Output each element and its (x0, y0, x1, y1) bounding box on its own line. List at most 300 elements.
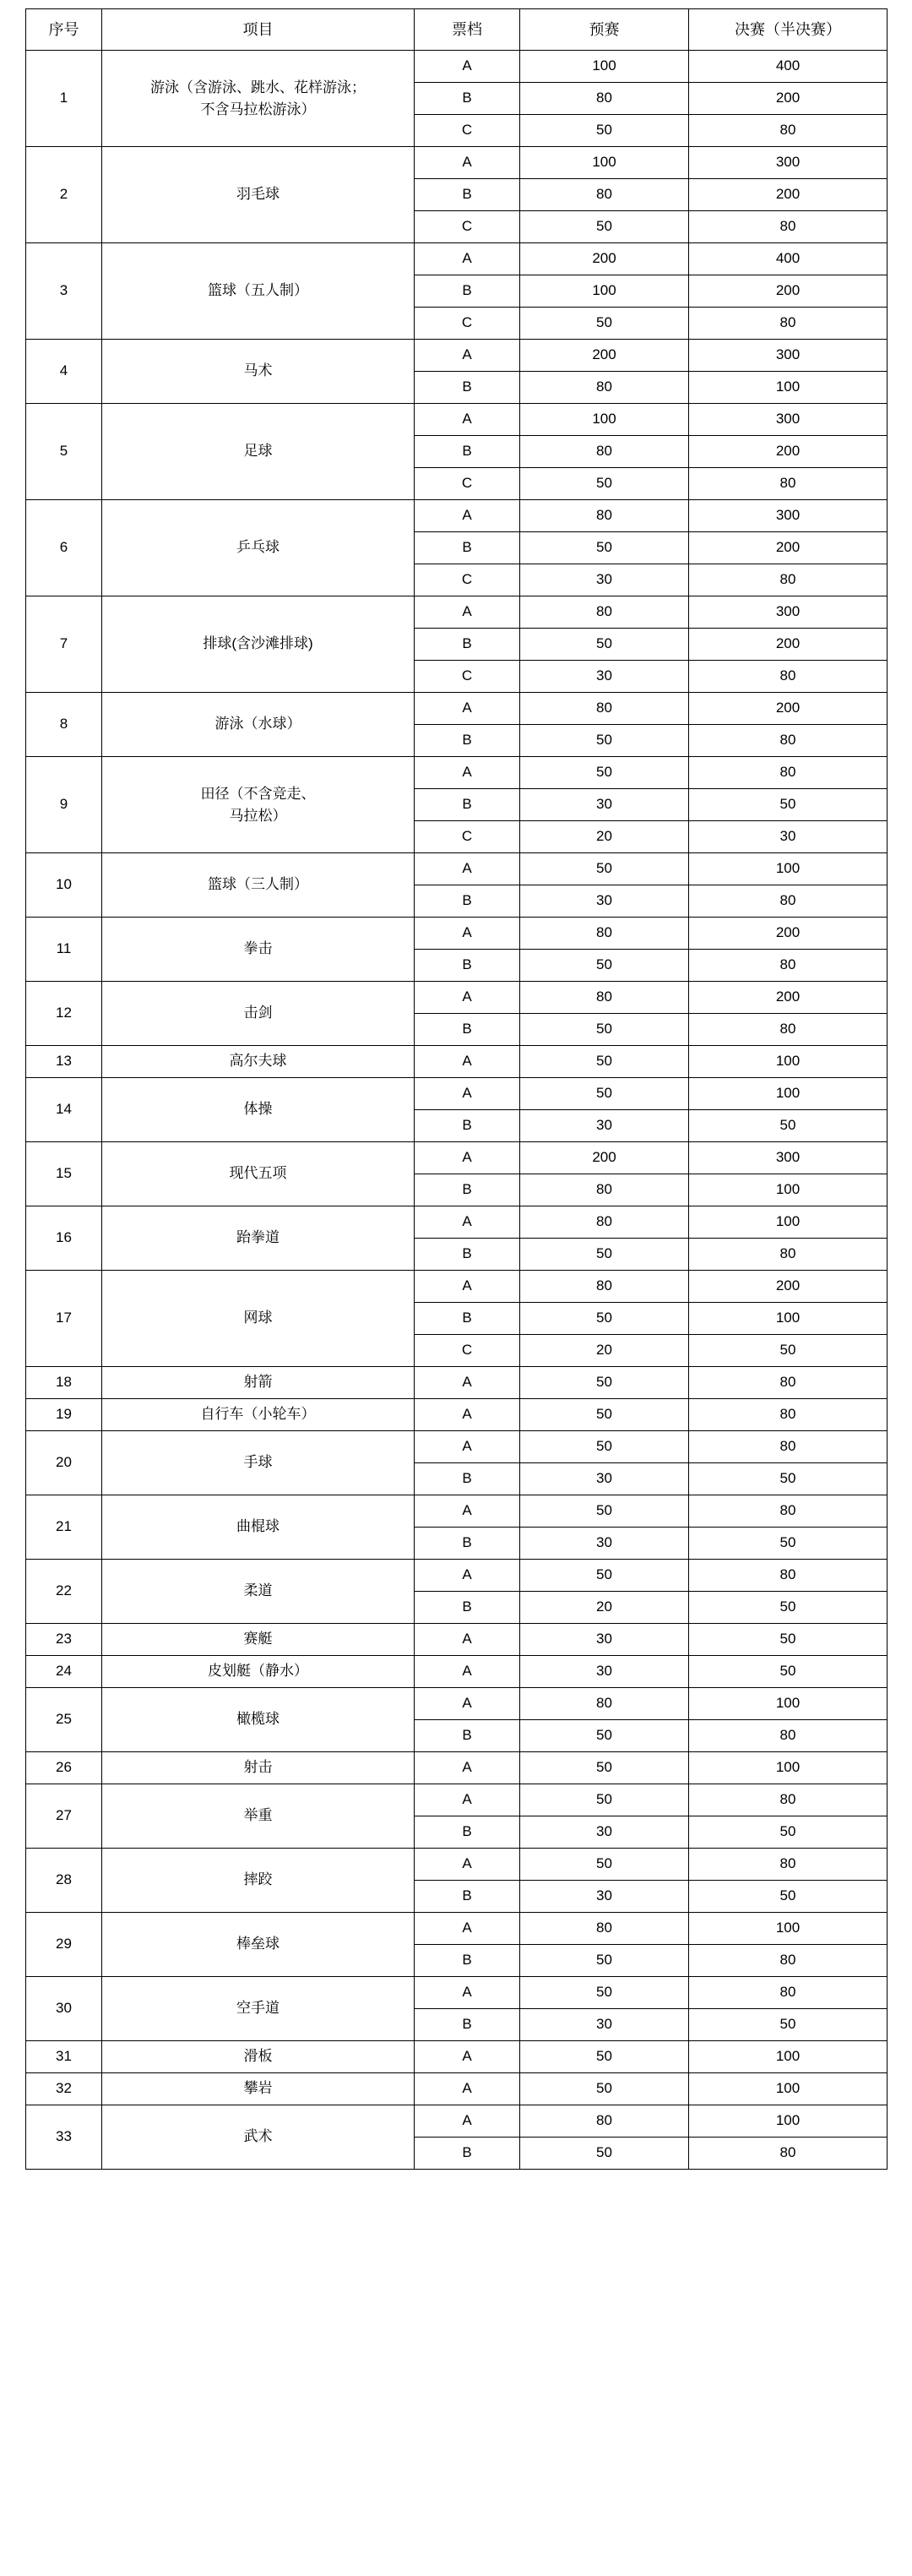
row-number: 18 (26, 1367, 102, 1399)
prelim-price: 30 (520, 564, 689, 596)
prelim-price: 50 (520, 1560, 689, 1592)
tier-code: A (415, 1784, 520, 1816)
row-item-name: 武术 (102, 2105, 415, 2170)
table-row (26, 1977, 888, 2009)
prelim-price: 80 (520, 179, 689, 211)
prelim-price: 50 (520, 1046, 689, 1078)
final-price: 300 (689, 500, 888, 532)
tier-code: B (415, 885, 520, 918)
table-row (26, 1752, 888, 1784)
tier-code: A (415, 2073, 520, 2105)
final-price: 80 (689, 308, 888, 340)
prelim-price: 80 (520, 1271, 689, 1303)
tier-code: B (415, 275, 520, 308)
row-number: 16 (26, 1206, 102, 1271)
column-header-item: 项目 (102, 9, 415, 51)
prelim-price: 50 (520, 1720, 689, 1752)
final-price: 80 (689, 885, 888, 918)
row-number: 12 (26, 982, 102, 1046)
table-row (26, 404, 888, 436)
row-number: 22 (26, 1560, 102, 1624)
tier-code: C (415, 211, 520, 243)
table-row (26, 1688, 888, 1720)
prelim-price: 50 (520, 1977, 689, 2009)
table-header-row (26, 9, 888, 51)
row-item-name: 击剑 (102, 982, 415, 1046)
row-item-name: 橄榄球 (102, 1688, 415, 1752)
row-number: 10 (26, 853, 102, 918)
final-price: 50 (689, 1656, 888, 1688)
final-price: 200 (689, 275, 888, 308)
final-price: 80 (689, 950, 888, 982)
row-number: 1 (26, 51, 102, 147)
table-row (26, 340, 888, 372)
row-item-name: 空手道 (102, 1977, 415, 2041)
table-row (26, 1624, 888, 1656)
row-number: 27 (26, 1784, 102, 1849)
prelim-price: 80 (520, 1688, 689, 1720)
row-number: 5 (26, 404, 102, 500)
table-row (26, 2105, 888, 2138)
table-row (26, 1431, 888, 1463)
final-price: 80 (689, 725, 888, 757)
prelim-price: 200 (520, 340, 689, 372)
row-number: 26 (26, 1752, 102, 1784)
prelim-price: 50 (520, 950, 689, 982)
tier-code: B (415, 1528, 520, 1560)
tier-code: A (415, 147, 520, 179)
row-number: 7 (26, 596, 102, 693)
final-price: 80 (689, 1945, 888, 1977)
final-price: 80 (689, 211, 888, 243)
prelim-price: 80 (520, 693, 689, 725)
prelim-price: 30 (520, 1656, 689, 1688)
prelim-price: 20 (520, 1335, 689, 1367)
table-row (26, 1849, 888, 1881)
row-item-name: 现代五项 (102, 1142, 415, 1206)
prelim-price: 30 (520, 661, 689, 693)
row-item-name: 拳击 (102, 918, 415, 982)
tier-code: B (415, 2138, 520, 2170)
row-number: 11 (26, 918, 102, 982)
row-item-name: 足球 (102, 404, 415, 500)
prelim-price: 20 (520, 1592, 689, 1624)
prelim-price: 80 (520, 500, 689, 532)
row-number: 32 (26, 2073, 102, 2105)
prelim-price: 80 (520, 2105, 689, 2138)
row-number: 3 (26, 243, 102, 340)
tier-code: B (415, 1014, 520, 1046)
tier-code: B (415, 1174, 520, 1206)
tier-code: B (415, 1720, 520, 1752)
final-price: 50 (689, 2009, 888, 2041)
tier-code: B (415, 436, 520, 468)
final-price: 80 (689, 1014, 888, 1046)
tier-code: A (415, 1142, 520, 1174)
final-price: 300 (689, 147, 888, 179)
tier-code: A (415, 2041, 520, 2073)
final-price: 50 (689, 1463, 888, 1495)
final-price: 80 (689, 1977, 888, 2009)
tier-code: B (415, 372, 520, 404)
tier-code: A (415, 404, 520, 436)
row-item-name: 柔道 (102, 1560, 415, 1624)
table-row (26, 1399, 888, 1431)
tier-code: A (415, 1495, 520, 1528)
prelim-price: 50 (520, 1367, 689, 1399)
tier-code: A (415, 1913, 520, 1945)
prelim-price: 80 (520, 1913, 689, 1945)
final-price: 100 (689, 1206, 888, 1239)
tier-code: A (415, 757, 520, 789)
column-header-final: 决赛（半决赛） (689, 9, 888, 51)
table-row (26, 1495, 888, 1528)
row-item-name: 曲棍球 (102, 1495, 415, 1560)
prelim-price: 50 (520, 1752, 689, 1784)
tier-code: C (415, 1335, 520, 1367)
table-row (26, 1560, 888, 1592)
row-item-name: 高尔夫球 (102, 1046, 415, 1078)
tier-code: A (415, 340, 520, 372)
table-row (26, 1784, 888, 1816)
row-number: 30 (26, 1977, 102, 2041)
prelim-price: 200 (520, 243, 689, 275)
final-price: 100 (689, 1174, 888, 1206)
table-body (26, 51, 888, 2170)
tier-code: A (415, 1688, 520, 1720)
prelim-price: 50 (520, 2041, 689, 2073)
row-item-name: 摔跤 (102, 1849, 415, 1913)
tier-code: B (415, 1463, 520, 1495)
final-price: 100 (689, 1913, 888, 1945)
final-price: 80 (689, 115, 888, 147)
prelim-price: 30 (520, 1881, 689, 1913)
prelim-price: 50 (520, 1014, 689, 1046)
row-item-name: 排球(含沙滩排球) (102, 596, 415, 693)
tier-code: C (415, 661, 520, 693)
final-price: 100 (689, 1046, 888, 1078)
prelim-price: 50 (520, 2138, 689, 2170)
tier-code: A (415, 918, 520, 950)
column-header-prelim: 预赛 (520, 9, 689, 51)
prelim-price: 50 (520, 1303, 689, 1335)
row-number: 31 (26, 2041, 102, 2073)
prelim-price: 30 (520, 1110, 689, 1142)
prelim-price: 50 (520, 308, 689, 340)
row-item-name: 篮球（三人制） (102, 853, 415, 918)
tier-code: B (415, 2009, 520, 2041)
tier-code: A (415, 1752, 520, 1784)
row-item-name: 游泳（含游泳、跳水、花样游泳； 不含马拉松游泳） (102, 51, 415, 147)
prelim-price: 100 (520, 147, 689, 179)
row-item-name: 滑板 (102, 2041, 415, 2073)
final-price: 100 (689, 372, 888, 404)
table-row (26, 596, 888, 629)
tier-code: C (415, 308, 520, 340)
prelim-price: 50 (520, 1945, 689, 1977)
final-price: 100 (689, 853, 888, 885)
tier-code: B (415, 1816, 520, 1849)
tier-code: A (415, 1271, 520, 1303)
table-row (26, 982, 888, 1014)
prelim-price: 50 (520, 1239, 689, 1271)
final-price: 50 (689, 1528, 888, 1560)
prelim-price: 30 (520, 789, 689, 821)
row-number: 25 (26, 1688, 102, 1752)
table-row (26, 1367, 888, 1399)
tier-code: A (415, 1977, 520, 2009)
tier-code: A (415, 982, 520, 1014)
prelim-price: 50 (520, 757, 689, 789)
row-item-name: 篮球（五人制） (102, 243, 415, 340)
prelim-price: 100 (520, 275, 689, 308)
final-price: 80 (689, 1367, 888, 1399)
prelim-price: 80 (520, 372, 689, 404)
row-number: 24 (26, 1656, 102, 1688)
final-price: 80 (689, 1849, 888, 1881)
prelim-price: 30 (520, 1816, 689, 1849)
row-item-name: 乒乓球 (102, 500, 415, 596)
prelim-price: 50 (520, 1399, 689, 1431)
tier-code: B (415, 1239, 520, 1271)
final-price: 80 (689, 1720, 888, 1752)
row-item-name: 跆拳道 (102, 1206, 415, 1271)
tier-code: A (415, 1399, 520, 1431)
row-item-name: 羽毛球 (102, 147, 415, 243)
prelim-price: 50 (520, 1784, 689, 1816)
tier-code: A (415, 2105, 520, 2138)
prelim-price: 50 (520, 629, 689, 661)
tier-code: A (415, 1656, 520, 1688)
prelim-price: 80 (520, 1174, 689, 1206)
row-number: 20 (26, 1431, 102, 1495)
table-row (26, 147, 888, 179)
table-row (26, 51, 888, 83)
final-price: 200 (689, 532, 888, 564)
final-price: 400 (689, 51, 888, 83)
tier-code: A (415, 51, 520, 83)
tier-code: A (415, 1431, 520, 1463)
tier-code: B (415, 789, 520, 821)
row-item-name: 赛艇 (102, 1624, 415, 1656)
prelim-price: 50 (520, 468, 689, 500)
tier-code: B (415, 629, 520, 661)
tier-code: A (415, 1206, 520, 1239)
final-price: 80 (689, 1784, 888, 1816)
row-number: 13 (26, 1046, 102, 1078)
prelim-price: 50 (520, 532, 689, 564)
tier-code: C (415, 115, 520, 147)
column-header-tier: 票档 (415, 9, 520, 51)
final-price: 80 (689, 1560, 888, 1592)
tier-code: C (415, 564, 520, 596)
final-price: 200 (689, 982, 888, 1014)
tier-code: B (415, 83, 520, 115)
prelim-price: 80 (520, 982, 689, 1014)
final-price: 100 (689, 2073, 888, 2105)
final-price: 200 (689, 918, 888, 950)
row-number: 2 (26, 147, 102, 243)
final-price: 50 (689, 1624, 888, 1656)
prelim-price: 50 (520, 2073, 689, 2105)
tier-code: B (415, 1592, 520, 1624)
tier-code: A (415, 1046, 520, 1078)
tier-code: B (415, 950, 520, 982)
row-number: 28 (26, 1849, 102, 1913)
row-number: 23 (26, 1624, 102, 1656)
prelim-price: 50 (520, 1078, 689, 1110)
final-price: 50 (689, 789, 888, 821)
prelim-price: 30 (520, 2009, 689, 2041)
prelim-price: 50 (520, 1849, 689, 1881)
prelim-price: 100 (520, 51, 689, 83)
row-item-name: 马术 (102, 340, 415, 404)
row-item-name: 自行车（小轮车） (102, 1399, 415, 1431)
ticket-price-table (25, 8, 888, 2170)
table-row (26, 500, 888, 532)
final-price: 50 (689, 1335, 888, 1367)
final-price: 100 (689, 1078, 888, 1110)
row-item-name: 游泳（水球） (102, 693, 415, 757)
final-price: 80 (689, 757, 888, 789)
table-row (26, 1656, 888, 1688)
final-price: 400 (689, 243, 888, 275)
table-row (26, 757, 888, 789)
table-row (26, 918, 888, 950)
row-number: 21 (26, 1495, 102, 1560)
final-price: 50 (689, 1592, 888, 1624)
final-price: 200 (689, 179, 888, 211)
tier-code: B (415, 1110, 520, 1142)
tier-code: C (415, 821, 520, 853)
column-header-no: 序号 (26, 9, 102, 51)
final-price: 200 (689, 629, 888, 661)
tier-code: C (415, 468, 520, 500)
row-item-name: 射箭 (102, 1367, 415, 1399)
final-price: 50 (689, 1881, 888, 1913)
row-item-name: 皮划艇（静水） (102, 1656, 415, 1688)
tier-code: B (415, 1945, 520, 1977)
final-price: 50 (689, 1110, 888, 1142)
final-price: 300 (689, 596, 888, 629)
prelim-price: 50 (520, 1495, 689, 1528)
final-price: 30 (689, 821, 888, 853)
table-row (26, 1078, 888, 1110)
row-number: 33 (26, 2105, 102, 2170)
final-price: 200 (689, 1271, 888, 1303)
final-price: 300 (689, 1142, 888, 1174)
final-price: 50 (689, 1816, 888, 1849)
row-number: 15 (26, 1142, 102, 1206)
tier-code: A (415, 853, 520, 885)
row-item-name: 棒垒球 (102, 1913, 415, 1977)
final-price: 100 (689, 1688, 888, 1720)
row-number: 4 (26, 340, 102, 404)
final-price: 100 (689, 2105, 888, 2138)
final-price: 200 (689, 436, 888, 468)
table-row (26, 1142, 888, 1174)
tier-code: A (415, 1849, 520, 1881)
tier-code: B (415, 179, 520, 211)
prelim-price: 20 (520, 821, 689, 853)
final-price: 80 (689, 661, 888, 693)
tier-code: A (415, 1078, 520, 1110)
final-price: 80 (689, 1495, 888, 1528)
tier-code: A (415, 693, 520, 725)
tier-code: A (415, 596, 520, 629)
prelim-price: 50 (520, 725, 689, 757)
final-price: 80 (689, 1431, 888, 1463)
final-price: 80 (689, 2138, 888, 2170)
row-item-name: 射击 (102, 1752, 415, 1784)
row-number: 8 (26, 693, 102, 757)
prelim-price: 80 (520, 918, 689, 950)
final-price: 80 (689, 1399, 888, 1431)
final-price: 80 (689, 468, 888, 500)
table-row (26, 1913, 888, 1945)
prelim-price: 80 (520, 596, 689, 629)
row-number: 19 (26, 1399, 102, 1431)
prelim-price: 80 (520, 1206, 689, 1239)
row-item-name: 体操 (102, 1078, 415, 1142)
row-number: 17 (26, 1271, 102, 1367)
table-row (26, 1046, 888, 1078)
table-row (26, 853, 888, 885)
table-row (26, 2041, 888, 2073)
table-row (26, 1271, 888, 1303)
prelim-price: 100 (520, 404, 689, 436)
table-row (26, 2073, 888, 2105)
final-price: 300 (689, 340, 888, 372)
tier-code: B (415, 1881, 520, 1913)
tier-code: A (415, 1560, 520, 1592)
row-number: 9 (26, 757, 102, 853)
row-item-name: 网球 (102, 1271, 415, 1367)
final-price: 200 (689, 83, 888, 115)
final-price: 80 (689, 1239, 888, 1271)
prelim-price: 30 (520, 1528, 689, 1560)
tier-code: B (415, 1303, 520, 1335)
prelim-price: 80 (520, 436, 689, 468)
prelim-price: 50 (520, 1431, 689, 1463)
prelim-price: 50 (520, 853, 689, 885)
prelim-price: 200 (520, 1142, 689, 1174)
tier-code: A (415, 500, 520, 532)
prelim-price: 50 (520, 211, 689, 243)
row-item-name: 手球 (102, 1431, 415, 1495)
table-row (26, 693, 888, 725)
row-number: 14 (26, 1078, 102, 1142)
tier-code: B (415, 725, 520, 757)
table-row (26, 1206, 888, 1239)
final-price: 200 (689, 693, 888, 725)
row-number: 29 (26, 1913, 102, 1977)
row-item-name: 田径（不含竞走、 马拉松） (102, 757, 415, 853)
prelim-price: 50 (520, 115, 689, 147)
final-price: 300 (689, 404, 888, 436)
final-price: 100 (689, 1752, 888, 1784)
table-header (26, 9, 888, 51)
row-item-name: 攀岩 (102, 2073, 415, 2105)
row-item-name: 举重 (102, 1784, 415, 1849)
prelim-price: 30 (520, 885, 689, 918)
tier-code: A (415, 1367, 520, 1399)
row-number: 6 (26, 500, 102, 596)
tier-code: A (415, 1624, 520, 1656)
final-price: 100 (689, 1303, 888, 1335)
prelim-price: 80 (520, 83, 689, 115)
tier-code: B (415, 532, 520, 564)
